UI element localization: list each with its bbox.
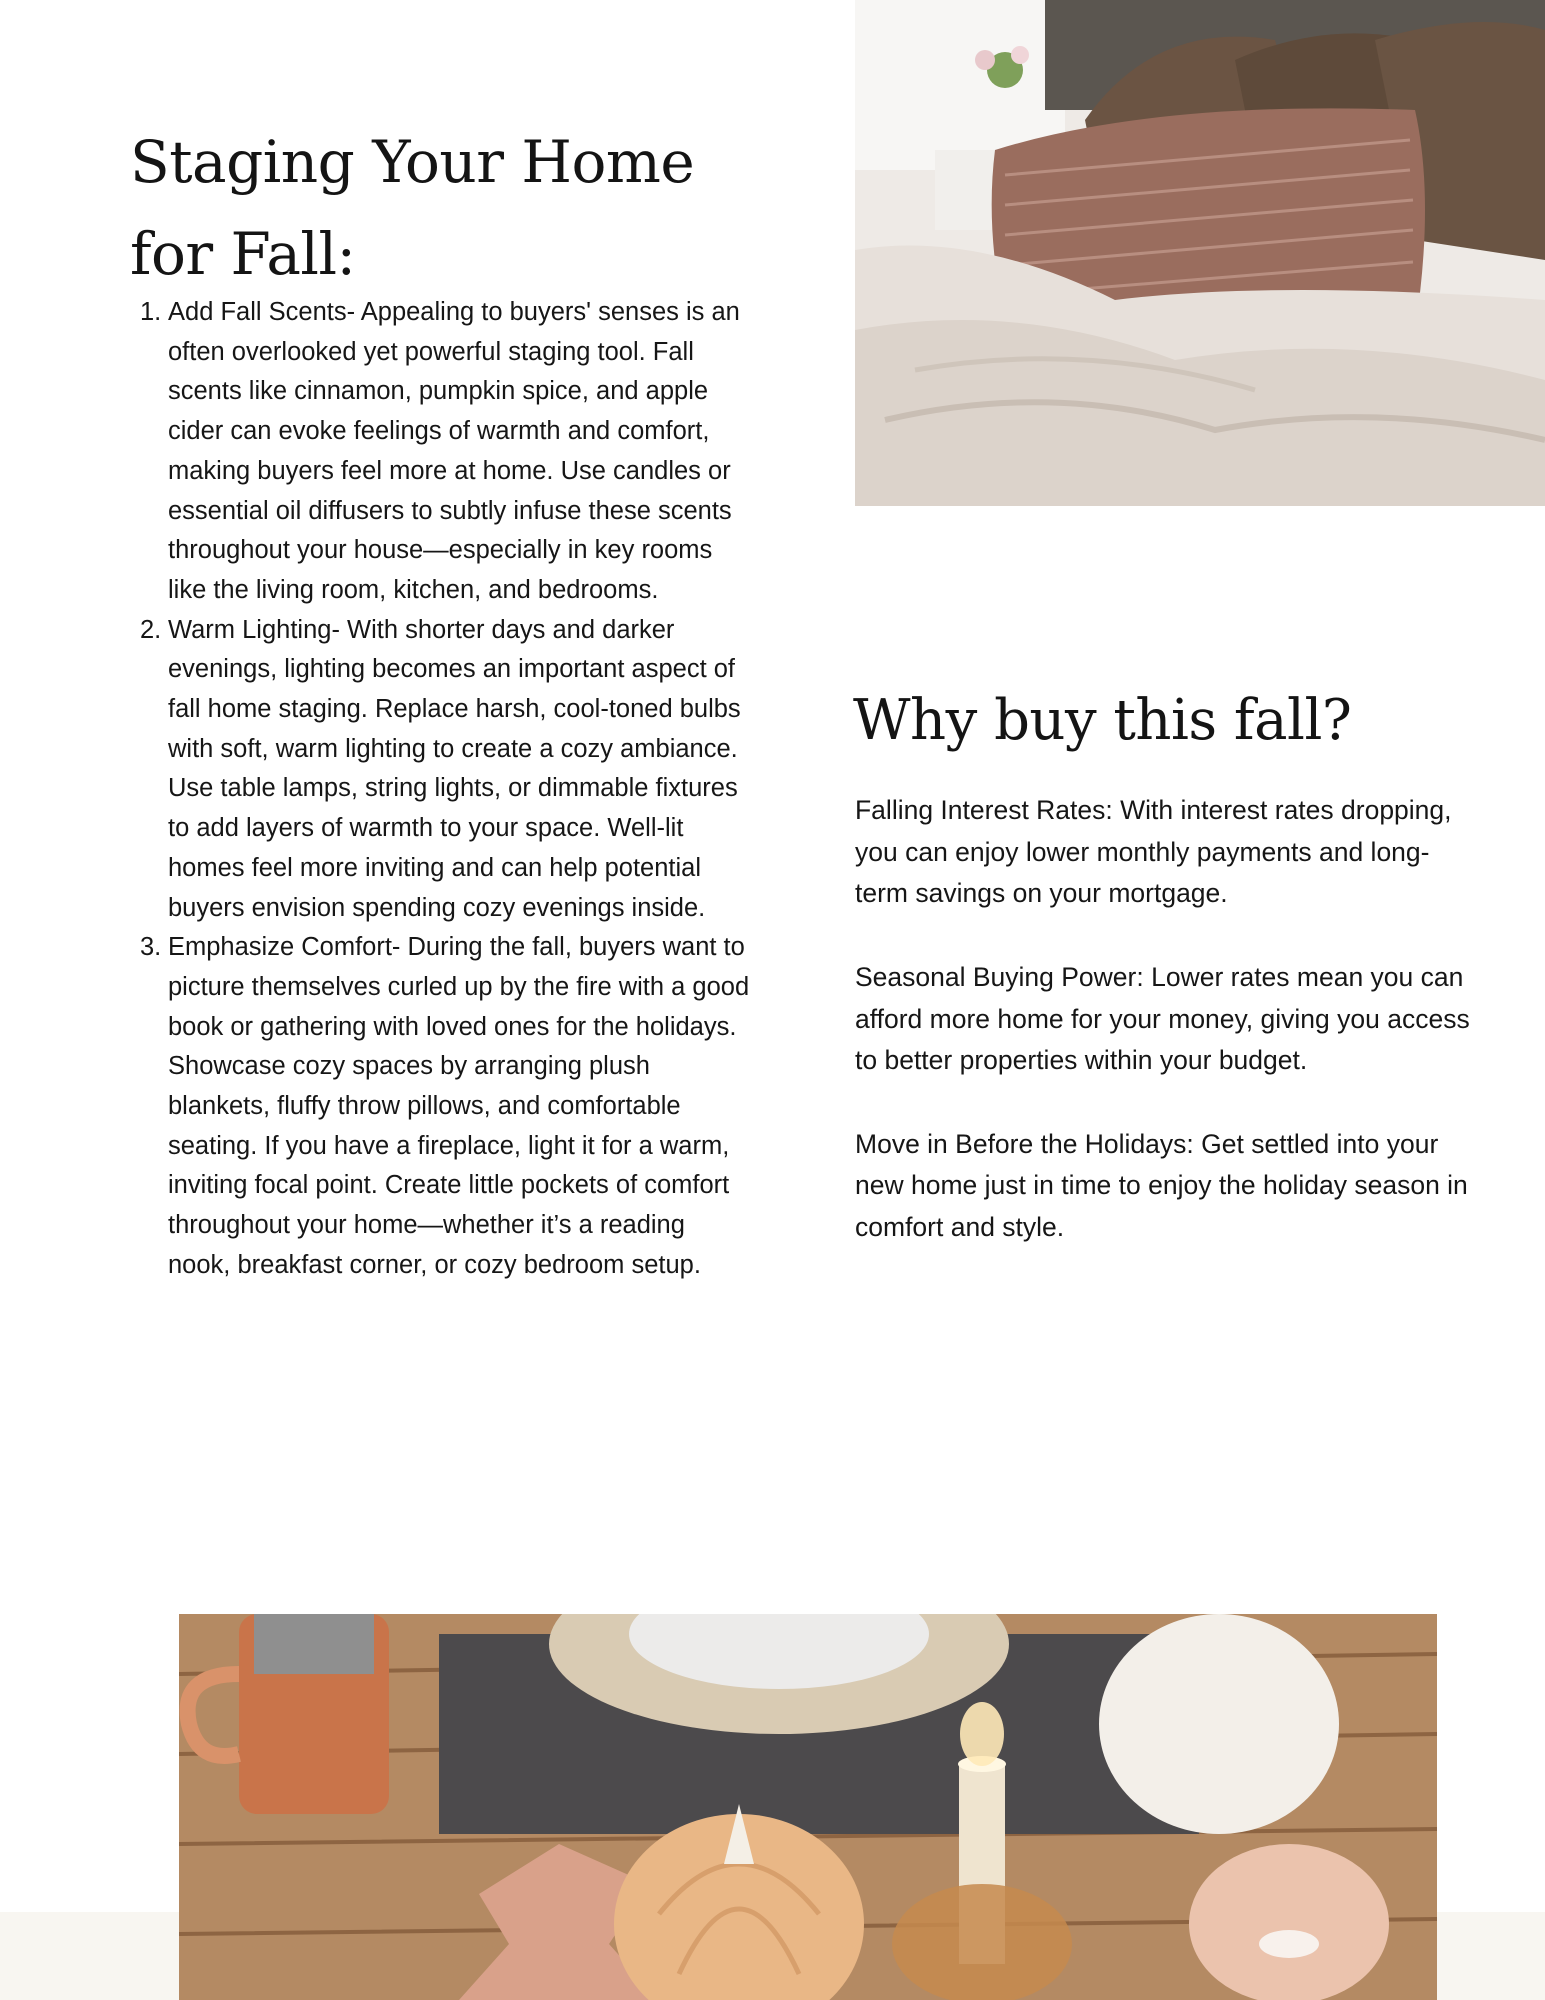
reason-paragraph: Seasonal Buying Power: Lower rates mean you can afford more home for your money, giving you access to better properties within your budget.	[855, 961, 1470, 1076]
list-item	[130, 611, 750, 929]
list-item-number: 2.	[140, 615, 162, 644]
page-title: Staging Your Home for Fall:	[130, 128, 695, 288]
autumn-table-image	[179, 1614, 1437, 2000]
bedroom-pillows-image	[855, 0, 1545, 506]
list-item-text: Warm Lighting- With shorter days and darker evenings, lighting becomes an important aspect of fall home staging. Replace harsh, cool-toned bulbs with soft, warm lighting to create a cozy ambiance. Use table lamps, string lights, or dimmable fixtures to add layers of warmth to your space. Well-lit homes feel more inviting and can help potential buyers envision spending cozy evenings inside.	[168, 615, 741, 922]
autumn-table-photo	[179, 1614, 1437, 2000]
list-item	[130, 928, 750, 1285]
bedroom-pillows-photo	[855, 0, 1545, 506]
list-item-number: 1.	[140, 298, 162, 326]
list-item-text: Add Fall Scents- Appealing to buyers' senses is an often overlooked yet powerful staging tool. Fall scents like cinnamon, pumpkin spice, and apple cider can evoke feelings of warmth and comfort, making buyers feel more at home. Use candles or essential oil diffusers to subtly infuse these scents throughout your house—especially in key rooms like the living room, kitchen, and bedrooms.	[168, 298, 740, 604]
reason-paragraph: Falling Interest Rates: With interest rates dropping, you can enjoy lower monthly payments and long-term savings on your mortgage.	[855, 795, 1452, 909]
reasons-block	[855, 790, 1475, 1290]
staging-tips-list	[130, 293, 750, 1286]
list-item-text: Emphasize Comfort- During the fall, buyers want to picture themselves curled up by the fire with a good book or gathering with loved ones for the holidays. Showcase cozy spaces by arranging plush blankets, fluffy throw pillows, and comfortable seating. If you have a fireplace, light it for a warm, inviting focal point. Create little pockets of comfort throughout your home—whether it’s a reading nook, breakfast corner, or cozy bedroom setup.	[168, 933, 750, 1279]
reason-paragraph: Move in Before the Holidays: Get settled into your new home just in time to enjoy the holiday season in comfort and style.	[855, 1128, 1468, 1242]
list-item	[130, 293, 750, 611]
section-heading: Why buy this fall?	[853, 688, 1352, 753]
list-item-number: 3.	[140, 933, 162, 962]
